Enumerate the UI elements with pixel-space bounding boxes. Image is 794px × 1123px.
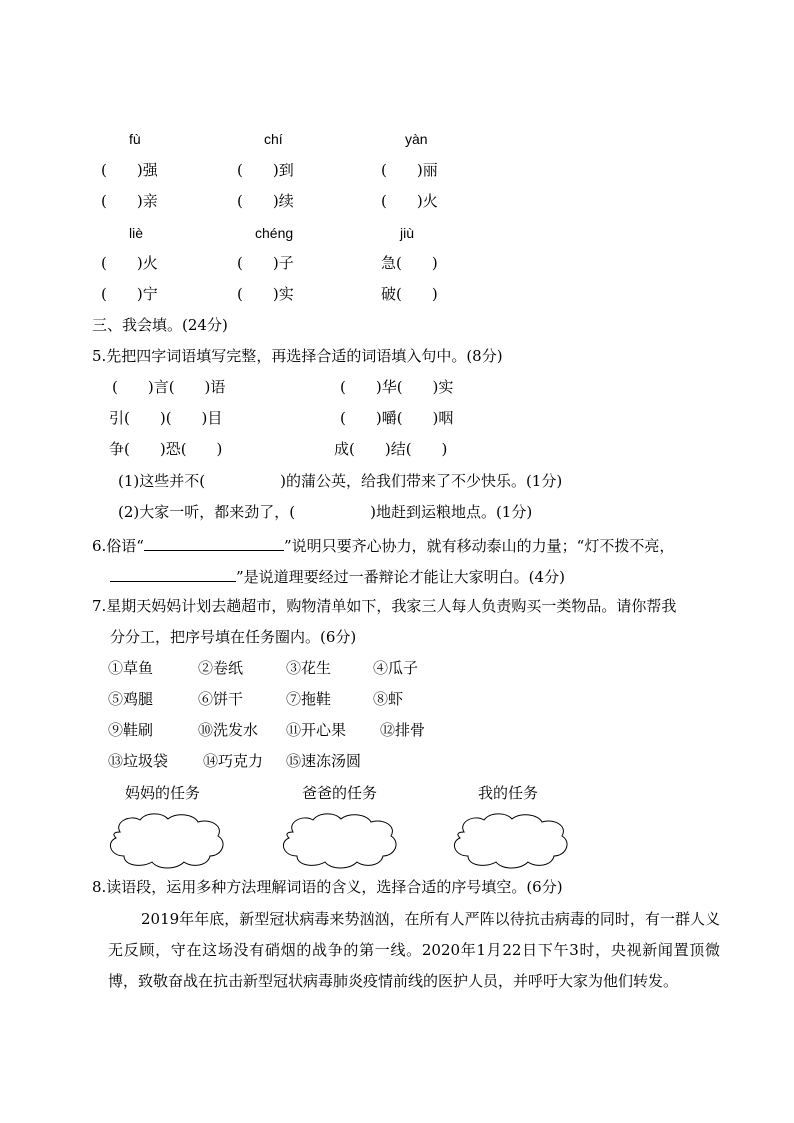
char-blank-3-1: ( )火	[101, 254, 158, 272]
q7-item: ⑩洗发水	[198, 721, 259, 739]
q6-prefix: 6.俗语“	[92, 537, 144, 555]
q5-sentence-2: (2)大家一听，都来劲了，( )地赶到运粮地点。(1分)	[118, 503, 533, 521]
q5-idiom-6: 成( )结( )	[334, 440, 448, 458]
char-blank-3-3: 急( )	[381, 254, 438, 272]
q5-idiom-2: ( )华( )实	[340, 378, 454, 396]
q7-item: ③花生	[286, 659, 332, 677]
q7-item: ⑤鸡腿	[108, 690, 154, 708]
q5-idiom-1: ( )言( )语	[112, 378, 226, 396]
q5-title: 5.先把四字词语填写完整，再选择合适的词语填入句中。(8分)	[92, 347, 503, 365]
char-blank-2-1: ( )亲	[101, 192, 158, 210]
char-blank-1-3: ( )丽	[381, 161, 438, 179]
q7-item: ⑦拖鞋	[286, 690, 332, 708]
q8-title: 8.读语段，运用多种方法理解词语的含义，选择合适的序号填空。(6分)	[92, 878, 563, 896]
pinyin-chi: chí	[264, 131, 283, 147]
q7-item: ⑭巧克力	[203, 752, 264, 770]
pinyin-yan: yàn	[405, 131, 428, 147]
q7-item: ⑬垃圾袋	[108, 752, 169, 770]
task-cloud-dad[interactable]	[277, 810, 401, 870]
q7-line-1: 7.星期天妈妈计划去趟超市，购物清单如下，我家三人每人负责购买一类物品。请你帮我	[92, 597, 677, 615]
q7-item: ⑪开心果	[286, 721, 347, 739]
task-label-dad: 爸爸的任务	[302, 784, 378, 802]
task-cloud-me[interactable]	[448, 810, 572, 870]
pinyin-lie: liè	[129, 225, 144, 241]
pinyin-cheng: chéng	[255, 225, 294, 241]
q7-line-2: 分分工，把序号填在任务圈内。(6分)	[110, 628, 357, 646]
task-label-me: 我的任务	[478, 784, 539, 802]
q5-idiom-4: ( )嚼( )咽	[340, 409, 454, 427]
char-blank-4-2: ( )实	[237, 285, 294, 303]
q6-line-2	[110, 567, 565, 585]
char-blank-1-2: ( )到	[237, 161, 294, 179]
q7-item: ①草鱼	[108, 659, 154, 677]
q5-idiom-5: 争( )恐( )	[109, 440, 223, 458]
char-blank-4-3: 破( )	[381, 285, 438, 303]
char-blank-3-2: ( )子	[237, 254, 294, 272]
q7-item: ⑫排骨	[380, 721, 426, 739]
q7-item: ⑮速冻汤圆	[286, 752, 362, 770]
task-label-mom: 妈妈的任务	[125, 784, 201, 802]
char-blank-2-2: ( )续	[237, 192, 294, 210]
q7-item: ④瓜子	[373, 659, 419, 677]
q7-item: ⑧虾	[373, 690, 404, 708]
q6-middle: ”说明只要齐心协力，就有移动泰山的力量；“灯不拨不亮，	[283, 537, 675, 555]
q7-item: ②卷纸	[198, 659, 244, 677]
q6-suffix: ”是说道理要经过一番辩论才能让大家明白。(4分)	[236, 568, 565, 586]
q7-item: ⑨鞋刷	[108, 721, 154, 739]
q5-idiom-3: 引( )( )目	[109, 409, 223, 427]
pinyin-fu: fù	[129, 131, 141, 147]
q7-item: ⑥饼干	[198, 690, 244, 708]
q8-paragraph: 2019年年底，新型冠状病毒来势汹汹，在所有人严阵以待抗击病毒的同时，有一群人义无反顾，守在这场没有硝烟的战争的第一线。2020年1月22日下午3时，央视新闻置顶微博，致敬奋战在抗击新型冠状病毒肺炎疫情前线的医护人员，并呼吁大家为他们转发。	[108, 910, 720, 990]
q6-blank-1[interactable]	[144, 536, 284, 551]
char-blank-2-3: ( )火	[381, 192, 438, 210]
char-blank-1-1: ( )强	[101, 161, 158, 179]
char-blank-4-1: ( )宁	[101, 285, 158, 303]
task-cloud-mom[interactable]	[104, 810, 228, 870]
q6-blank-2[interactable]	[110, 567, 236, 582]
section-title: 三、我会填。(24分)	[92, 316, 228, 334]
pinyin-jiu: jiù	[400, 225, 415, 241]
q6-line-1	[92, 536, 674, 554]
q5-sentence-1: (1)这些并不( )的蒲公英，给我们带来了不少快乐。(1分)	[118, 472, 563, 490]
